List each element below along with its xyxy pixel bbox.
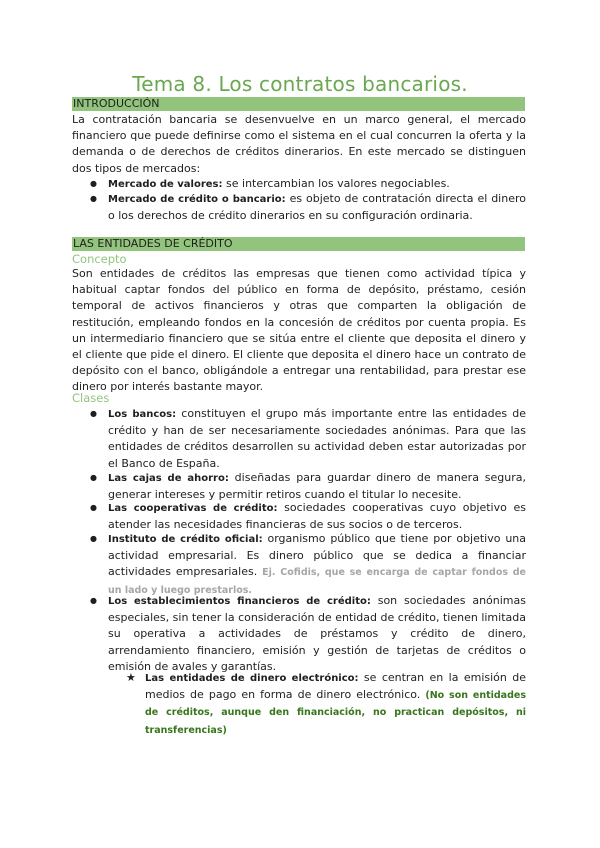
intro-bullet-2	[108, 191, 526, 224]
subitem-note: (No son entidades de créditos, aunque den financiación, no practican depósitos, ni transferencias)	[145, 690, 526, 736]
clase-item	[108, 500, 526, 533]
intro-heading: INTRODUCCIÓN	[72, 97, 525, 111]
bullet-text: se intercambian los valores negociables.	[222, 177, 450, 190]
clase-item	[108, 593, 526, 675]
clase-term: Instituto de crédito oficial:	[108, 534, 263, 545]
clase-text: sociedades cooperativas cuyo objetivo es atender las necesidades financieras de sus socios o de terceros.	[108, 501, 526, 532]
clase-term: Los bancos:	[108, 409, 177, 420]
clase-text: organismo público que tiene por objetivo una actividad empresarial. Es dinero público que se dedica a financiar actividades empresariales.	[108, 532, 527, 579]
concepto-paragraph: Son entidades de créditos las empresas que tienen como actividad típica y habitual captar fondos del público en forma de depósito, préstamo, cesión temporal de activos financieros y otras que comparten la obligación de restitución, empleando fondos en la concesión de créditos por cuenta propia. Es un intermediario financiero que se sitúa entre el cliente que deposita el dinero y el cliente que pide el dinero. El cliente que deposita el dinero hace un contrato de depósito con el banco, obligándole a entregar una rentabilidad, para prestar ese dinero por interés bastante mayor.	[72, 267, 526, 394]
bullet-text: es objeto de contratación directa el dinero o los derechos de crédito dinerarios en su configuración ordinaria.	[108, 192, 526, 223]
clase-text: diseñadas para guardar dinero de manera segura, generar intereses y permitir retiros cuando el titular lo necesite.	[108, 471, 526, 502]
intro-paragraph: La contratación bancaria se desenvuelve en un marco general, el mercado financiero que puede definirse como el sistema en el cual concurren la oferta y la demanda o de derechos de créditos dinerarios. En este mercado se distinguen dos tipos de mercados:	[72, 113, 526, 175]
bullet-icon: ●	[90, 473, 97, 482]
clase-term: Las cajas de ahorro:	[108, 473, 229, 484]
entidades-heading: LAS ENTIDADES DE CRÉDITO	[72, 237, 525, 251]
clase-item	[108, 406, 526, 472]
bullet-icon: ●	[90, 179, 97, 188]
clase-term: Las cooperativas de crédito:	[108, 503, 278, 514]
bullet-icon: ●	[90, 503, 97, 512]
clase-term: Los establecimientos financieros de crédito:	[108, 596, 371, 607]
subitem-term: Las entidades de dinero electrónico:	[145, 673, 359, 684]
bullet-term: Mercado de crédito o bancario:	[108, 194, 286, 205]
clase-text: son sociedades anónimas especiales, sin tener la consideración de entidad de crédito, tienen limitada su operativa a actividades de préstamos y crédito de dinero, arrendamiento financiero, emisión y gestión de tarjetas de créditos o emisión de avales y garantías.	[108, 594, 526, 673]
clases-title: Clases	[72, 391, 110, 405]
bullet-icon: ●	[90, 596, 97, 605]
page-title: Tema 8. Los contratos bancarios.	[132, 72, 468, 96]
clase-text: constituyen el grupo más importante entre las entidades de crédito y han de ser necesariamente sociedades anónimas. Para que las entidades de créditos desarrollen su actividad deben estar autorizadas por el Banco de España.	[108, 407, 526, 470]
clase-note: Ej. Cofidis, que se encarga de captar fondos de un lado y luego prestarlos.	[108, 567, 527, 596]
star-bullet-icon: ★	[126, 671, 136, 684]
bullet-icon: ●	[90, 534, 97, 543]
bullet-icon: ●	[90, 194, 97, 203]
clase-item	[108, 531, 526, 599]
subitem-text: se centran en la emisión de medios de pago en forma de dinero electrónico.	[145, 671, 526, 702]
subitem	[145, 670, 526, 739]
clase-item	[108, 470, 526, 503]
bullet-icon: ●	[90, 409, 97, 418]
concepto-title: Concepto	[72, 252, 127, 266]
bullet-term: Mercado de valores:	[108, 179, 223, 190]
